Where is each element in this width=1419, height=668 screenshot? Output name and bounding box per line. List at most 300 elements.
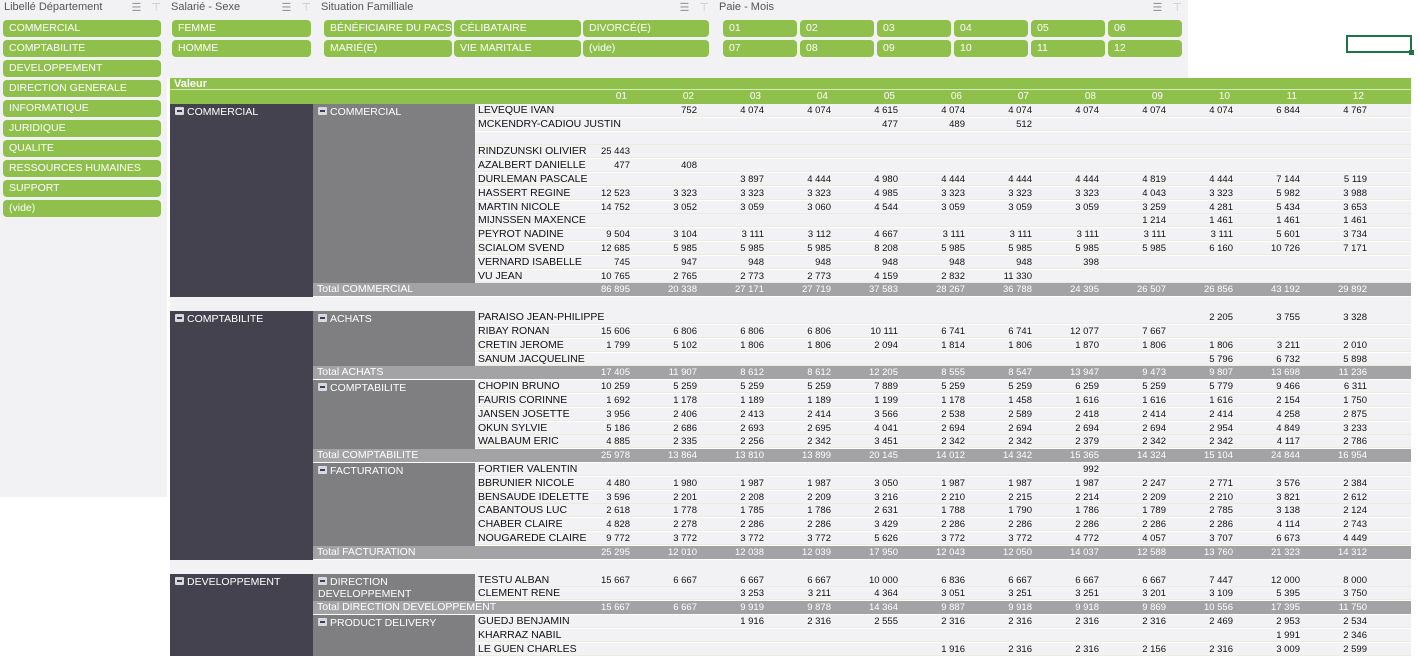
value-cell[interactable]: 2 124 bbox=[1343, 505, 1367, 517]
value-cell[interactable]: 2 094 bbox=[874, 339, 898, 351]
value-cell[interactable]: 4 480 bbox=[606, 477, 630, 489]
slicer-item-month-08[interactable]: 08 bbox=[800, 40, 874, 57]
subtotal-value[interactable]: 26 856 bbox=[1203, 284, 1233, 296]
value-cell[interactable]: 4 828 bbox=[606, 519, 630, 531]
table-row[interactable] bbox=[475, 408, 1411, 421]
slicer-item-comptabilite[interactable]: COMPTABILITE bbox=[3, 40, 161, 57]
subtotal-value[interactable]: 12 050 bbox=[1002, 546, 1032, 558]
value-cell[interactable]: 4 985 bbox=[874, 187, 898, 199]
value-cell[interactable]: 1 178 bbox=[941, 395, 965, 406]
subtotal-value[interactable]: 36 788 bbox=[1002, 284, 1032, 296]
month-column-header[interactable]: 06 bbox=[950, 91, 962, 102]
value-cell[interactable]: 2 256 bbox=[740, 436, 764, 448]
value-cell[interactable]: 3 059 bbox=[941, 201, 965, 213]
value-cell[interactable]: 948 bbox=[949, 256, 965, 268]
value-cell[interactable]: 6 806 bbox=[740, 326, 764, 337]
selected-cell[interactable] bbox=[1346, 35, 1412, 53]
subtotal-value[interactable]: 12 043 bbox=[935, 546, 965, 558]
value-cell[interactable]: 1 785 bbox=[740, 505, 764, 517]
subtotal-value[interactable]: 13 899 bbox=[801, 450, 831, 462]
value-cell[interactable]: 948 bbox=[815, 256, 831, 268]
value-cell[interactable]: 3 323 bbox=[941, 187, 965, 199]
subtotal-value[interactable]: 14 342 bbox=[1002, 450, 1032, 462]
value-cell[interactable]: 1 189 bbox=[740, 395, 764, 406]
value-cell[interactable]: 2 316 bbox=[941, 616, 965, 627]
value-cell[interactable]: 5 626 bbox=[874, 533, 898, 544]
subtotal-value[interactable]: 21 323 bbox=[1270, 546, 1300, 558]
subtotal-value[interactable]: 14 012 bbox=[935, 450, 965, 462]
slicer-item-commercial[interactable]: COMMERCIAL bbox=[3, 20, 161, 37]
value-cell[interactable]: 6 741 bbox=[941, 326, 965, 337]
slicer-item-direction-generale[interactable]: DIRECTION GENERALE bbox=[3, 80, 161, 97]
subtotal-value[interactable]: 9 473 bbox=[1142, 367, 1166, 379]
value-cell[interactable]: 4 819 bbox=[1142, 174, 1166, 185]
value-cell[interactable]: 2 215 bbox=[1008, 491, 1032, 503]
subtotal-value[interactable]: 14 312 bbox=[1337, 546, 1367, 558]
value-cell[interactable]: 2 538 bbox=[941, 408, 965, 420]
value-cell[interactable]: 5 259 bbox=[807, 381, 831, 393]
subtotal-value[interactable]: 12 038 bbox=[734, 546, 764, 558]
value-cell[interactable]: 3 112 bbox=[807, 229, 831, 241]
value-cell[interactable]: 3 596 bbox=[606, 491, 630, 503]
value-cell[interactable]: 10 111 bbox=[870, 326, 898, 337]
subtotal-value[interactable]: 15 365 bbox=[1069, 450, 1099, 462]
value-cell[interactable]: 3 734 bbox=[1343, 229, 1367, 241]
value-cell[interactable]: 2 205 bbox=[1209, 312, 1233, 324]
value-cell[interactable]: 489 bbox=[949, 118, 965, 130]
value-cell[interactable]: 1 987 bbox=[807, 477, 831, 489]
value-cell[interactable]: 3 323 bbox=[807, 187, 831, 199]
value-cell[interactable]: 4 767 bbox=[1343, 105, 1367, 116]
value-cell[interactable]: 2 010 bbox=[1343, 339, 1367, 351]
value-cell[interactable]: 2 278 bbox=[673, 519, 697, 531]
subtotal-value[interactable]: 11 750 bbox=[1338, 602, 1367, 614]
value-cell[interactable]: 2 694 bbox=[941, 422, 965, 434]
value-cell[interactable]: 477 bbox=[882, 118, 898, 130]
subtotal-value[interactable]: 15 104 bbox=[1203, 450, 1233, 462]
value-cell[interactable]: 4 544 bbox=[874, 201, 898, 213]
value-cell[interactable]: 5 898 bbox=[1343, 353, 1367, 365]
subtotal-value[interactable]: 24 395 bbox=[1069, 284, 1099, 296]
subtotal-value[interactable]: 29 892 bbox=[1337, 284, 1367, 296]
value-cell[interactable]: 3 059 bbox=[740, 201, 764, 213]
value-cell[interactable]: 3 429 bbox=[874, 519, 898, 531]
slicer-item-month-07[interactable]: 07 bbox=[723, 40, 797, 57]
value-cell[interactable]: 1 987 bbox=[1008, 477, 1032, 489]
value-cell[interactable]: 2 786 bbox=[1343, 436, 1367, 448]
value-cell[interactable]: 10 000 bbox=[868, 574, 898, 586]
value-cell[interactable]: 3 051 bbox=[941, 588, 965, 600]
value-cell[interactable]: 2 210 bbox=[941, 491, 965, 503]
month-column-header[interactable]: 02 bbox=[682, 91, 694, 102]
value-cell[interactable]: 5 434 bbox=[1276, 201, 1300, 213]
value-cell[interactable]: 3 323 bbox=[673, 187, 697, 199]
value-cell[interactable]: 12 000 bbox=[1270, 574, 1300, 586]
value-cell[interactable]: 4 444 bbox=[1075, 174, 1099, 185]
value-cell[interactable]: 12 077 bbox=[1069, 326, 1099, 337]
value-cell[interactable]: 4 667 bbox=[874, 229, 898, 241]
value-cell[interactable]: 2 342 bbox=[1209, 436, 1233, 448]
value-cell[interactable]: 3 323 bbox=[1008, 187, 1032, 199]
value-cell[interactable]: 1 616 bbox=[1142, 395, 1166, 406]
subtotal-value[interactable]: 17 395 bbox=[1270, 602, 1300, 614]
table-row[interactable] bbox=[475, 518, 1411, 531]
value-cell[interactable]: 6 741 bbox=[1008, 326, 1032, 337]
slicer-item-divorce[interactable]: DIVORCÉ(E) bbox=[583, 20, 709, 37]
value-cell[interactable]: 2 414 bbox=[807, 408, 831, 420]
value-cell[interactable]: 2 210 bbox=[1209, 491, 1233, 503]
value-cell[interactable]: 8 208 bbox=[874, 243, 898, 254]
table-row[interactable] bbox=[475, 463, 1411, 476]
value-cell[interactable]: 5 985 bbox=[1142, 243, 1166, 254]
value-cell[interactable]: 1 916 bbox=[941, 643, 965, 655]
subtotal-value[interactable]: 16 954 bbox=[1337, 450, 1367, 462]
value-cell[interactable]: 1 806 bbox=[1008, 339, 1032, 351]
value-cell[interactable]: 5 796 bbox=[1209, 353, 1233, 365]
value-cell[interactable]: 3 323 bbox=[1075, 187, 1099, 199]
slicer-item-homme[interactable]: HOMME bbox=[172, 40, 311, 57]
value-cell[interactable]: 6 844 bbox=[1276, 105, 1300, 116]
collapse-icon[interactable] bbox=[318, 577, 327, 585]
value-cell[interactable]: 2 209 bbox=[1142, 491, 1166, 503]
value-cell[interactable]: 992 bbox=[1083, 464, 1099, 475]
value-cell[interactable]: 2 589 bbox=[1008, 408, 1032, 420]
value-cell[interactable]: 3 772 bbox=[1008, 533, 1032, 544]
value-cell[interactable]: 3 988 bbox=[1343, 187, 1367, 199]
value-cell[interactable]: 2 953 bbox=[1276, 616, 1300, 627]
value-cell[interactable]: 4 043 bbox=[1142, 187, 1166, 199]
value-cell[interactable]: 6 667 bbox=[673, 574, 697, 586]
value-cell[interactable]: 2 286 bbox=[807, 519, 831, 531]
table-row[interactable] bbox=[475, 228, 1411, 241]
subtotal-value[interactable]: 9 918 bbox=[1075, 602, 1099, 614]
value-cell[interactable]: 7 171 bbox=[1343, 243, 1367, 254]
value-cell[interactable]: 2 765 bbox=[673, 270, 697, 282]
subgroup-label[interactable] bbox=[313, 380, 475, 449]
value-cell[interactable]: 2 247 bbox=[1142, 477, 1166, 489]
value-cell[interactable]: 1 692 bbox=[606, 395, 630, 406]
value-cell[interactable]: 398 bbox=[1083, 256, 1099, 268]
subgroup-label[interactable] bbox=[313, 615, 475, 656]
value-cell[interactable]: 5 395 bbox=[1276, 588, 1300, 600]
collapse-icon[interactable] bbox=[175, 314, 184, 322]
value-cell[interactable]: 5 985 bbox=[1008, 243, 1032, 254]
month-column-header[interactable]: 08 bbox=[1084, 91, 1096, 102]
slicer-item-month-11[interactable]: 11 bbox=[1031, 40, 1105, 57]
value-cell[interactable]: 1 799 bbox=[606, 339, 630, 351]
value-cell[interactable]: 3 216 bbox=[874, 491, 898, 503]
value-cell[interactable]: 2 201 bbox=[673, 491, 697, 503]
table-row[interactable] bbox=[475, 242, 1411, 255]
value-cell[interactable]: 2 694 bbox=[1075, 422, 1099, 434]
month-column-header[interactable]: 11 bbox=[1286, 91, 1297, 102]
value-cell[interactable]: 3 897 bbox=[740, 174, 764, 185]
value-cell[interactable]: 3 138 bbox=[1276, 505, 1300, 517]
value-cell[interactable]: 3 060 bbox=[807, 201, 831, 213]
value-cell[interactable]: 3 576 bbox=[1276, 477, 1300, 489]
table-row[interactable] bbox=[475, 422, 1411, 435]
multi-select-icon[interactable]: ☰ bbox=[1152, 2, 1163, 14]
value-cell[interactable]: 5 259 bbox=[740, 381, 764, 393]
value-cell[interactable]: 5 985 bbox=[673, 243, 697, 254]
value-cell[interactable]: 6 667 bbox=[807, 574, 831, 586]
collapse-icon[interactable] bbox=[318, 107, 327, 115]
value-cell[interactable]: 9 772 bbox=[606, 533, 630, 544]
month-column-header[interactable]: 12 bbox=[1352, 91, 1364, 102]
value-cell[interactable]: 3 259 bbox=[1142, 201, 1166, 213]
subtotal-value[interactable]: 26 507 bbox=[1136, 284, 1166, 296]
department-label[interactable] bbox=[170, 104, 313, 297]
value-cell[interactable]: 512 bbox=[1016, 118, 1032, 130]
value-cell[interactable]: 4 980 bbox=[874, 174, 898, 185]
value-cell[interactable]: 5 259 bbox=[1008, 381, 1032, 393]
table-row[interactable] bbox=[475, 118, 1411, 131]
value-cell[interactable]: 6 667 bbox=[740, 574, 764, 586]
value-cell[interactable]: 4 849 bbox=[1276, 422, 1300, 434]
value-cell[interactable]: 2 286 bbox=[1008, 519, 1032, 531]
slicer-item-juridique[interactable]: JURIDIQUE bbox=[3, 120, 161, 137]
slicer-item-developpement[interactable]: DEVELOPPEMENT bbox=[3, 60, 161, 77]
value-cell[interactable]: 5 259 bbox=[1142, 381, 1166, 393]
subtotal-value[interactable]: 9 878 bbox=[807, 602, 831, 614]
clear-filter-icon[interactable]: ⊤ bbox=[699, 2, 709, 14]
value-cell[interactable]: 8 000 bbox=[1343, 574, 1367, 586]
value-cell[interactable]: 1 806 bbox=[1142, 339, 1166, 351]
subgroup-label[interactable] bbox=[313, 104, 475, 283]
value-cell[interactable]: 5 259 bbox=[673, 381, 697, 393]
value-cell[interactable]: 4 074 bbox=[740, 105, 764, 116]
value-cell[interactable]: 2 342 bbox=[1008, 436, 1032, 448]
clear-filter-icon[interactable]: ⊤ bbox=[301, 2, 311, 14]
subtotal-value[interactable]: 12 588 bbox=[1136, 546, 1166, 558]
value-cell[interactable]: 1 189 bbox=[807, 395, 831, 406]
value-cell[interactable]: 3 253 bbox=[740, 588, 764, 600]
value-cell[interactable]: 1 806 bbox=[807, 339, 831, 351]
value-cell[interactable]: 1 461 bbox=[1276, 215, 1300, 227]
table-row[interactable] bbox=[475, 311, 1411, 324]
month-column-header[interactable]: 04 bbox=[816, 91, 828, 102]
value-cell[interactable]: 408 bbox=[681, 160, 697, 172]
subtotal-value[interactable]: 86 895 bbox=[600, 284, 630, 296]
value-cell[interactable]: 3 653 bbox=[1343, 201, 1367, 213]
month-column-header[interactable]: 07 bbox=[1017, 91, 1029, 102]
value-cell[interactable]: 3 111 bbox=[1009, 229, 1032, 241]
table-row[interactable] bbox=[475, 270, 1411, 283]
value-cell[interactable]: 4 074 bbox=[807, 105, 831, 116]
table-row[interactable] bbox=[475, 353, 1411, 366]
value-cell[interactable]: 1 991 bbox=[1276, 629, 1300, 641]
value-cell[interactable]: 2 286 bbox=[941, 519, 965, 531]
value-cell[interactable]: 3 059 bbox=[1075, 201, 1099, 213]
value-cell[interactable]: 4 885 bbox=[606, 436, 630, 448]
value-cell[interactable]: 5 985 bbox=[807, 243, 831, 254]
value-cell[interactable]: 2 743 bbox=[1343, 519, 1367, 531]
value-cell[interactable]: 2 406 bbox=[673, 408, 697, 420]
value-cell[interactable]: 2 208 bbox=[740, 491, 764, 503]
subtotal-value[interactable]: 20 145 bbox=[868, 450, 898, 462]
value-cell[interactable]: 6 667 bbox=[1142, 574, 1166, 586]
collapse-icon[interactable] bbox=[318, 466, 327, 474]
value-cell[interactable]: 5 259 bbox=[941, 381, 965, 393]
subtotal-value[interactable]: 13 864 bbox=[667, 450, 697, 462]
value-cell[interactable]: 1 786 bbox=[1075, 505, 1099, 517]
value-cell[interactable]: 1 980 bbox=[673, 477, 697, 489]
subtotal-value[interactable]: 10 556 bbox=[1203, 602, 1233, 614]
value-cell[interactable]: 3 251 bbox=[1075, 588, 1099, 600]
table-row[interactable] bbox=[475, 532, 1411, 545]
table-row[interactable] bbox=[475, 629, 1411, 642]
value-cell[interactable]: 2 555 bbox=[874, 616, 898, 627]
subtotal-value[interactable]: 8 612 bbox=[740, 367, 764, 379]
value-cell[interactable]: 3 111 bbox=[1210, 229, 1233, 241]
value-cell[interactable]: 477 bbox=[614, 160, 630, 172]
table-row[interactable] bbox=[475, 574, 1411, 587]
value-cell[interactable]: 4 057 bbox=[1142, 533, 1166, 544]
slicer-item-vide[interactable]: (vide) bbox=[3, 200, 161, 217]
collapse-icon[interactable] bbox=[175, 577, 184, 585]
value-cell[interactable]: 4 444 bbox=[1008, 174, 1032, 185]
value-cell[interactable]: 2 316 bbox=[1008, 643, 1032, 655]
month-column-header[interactable]: 03 bbox=[749, 91, 761, 102]
subtotal-value[interactable]: 11 236 bbox=[1338, 367, 1367, 379]
subtotal-value[interactable]: 27 171 bbox=[734, 284, 764, 296]
value-cell[interactable]: 2 618 bbox=[606, 505, 630, 517]
value-cell[interactable]: 1 178 bbox=[673, 395, 697, 406]
subgroup-label[interactable] bbox=[313, 311, 475, 366]
value-cell[interactable]: 4 074 bbox=[1008, 105, 1032, 116]
slicer-item-month-01[interactable]: 01 bbox=[723, 20, 797, 37]
value-cell[interactable]: 4 772 bbox=[1075, 533, 1099, 544]
slicer-item-month-10[interactable]: 10 bbox=[954, 40, 1028, 57]
value-cell[interactable]: 10 765 bbox=[600, 270, 630, 282]
slicer-item-informatique[interactable]: INFORMATIQUE bbox=[3, 100, 161, 117]
value-cell[interactable]: 948 bbox=[882, 256, 898, 268]
value-cell[interactable]: 2 414 bbox=[1142, 408, 1166, 420]
value-cell[interactable]: 2 214 bbox=[1075, 491, 1099, 503]
subgroup-label[interactable] bbox=[313, 463, 475, 546]
value-cell[interactable]: 2 832 bbox=[941, 270, 965, 282]
value-cell[interactable]: 1 987 bbox=[941, 477, 965, 489]
table-row[interactable] bbox=[475, 339, 1411, 352]
value-cell[interactable]: 1 870 bbox=[1075, 339, 1099, 351]
value-cell[interactable]: 1 458 bbox=[1008, 395, 1032, 406]
value-cell[interactable]: 6 806 bbox=[673, 326, 697, 337]
subtotal-value[interactable]: 43 192 bbox=[1270, 284, 1300, 296]
value-cell[interactable]: 5 102 bbox=[673, 339, 697, 351]
value-cell[interactable]: 2 694 bbox=[1008, 422, 1032, 434]
slicer-item-femme[interactable]: FEMME bbox=[172, 20, 311, 37]
value-cell[interactable]: 15 606 bbox=[600, 326, 630, 337]
table-row[interactable] bbox=[475, 325, 1411, 338]
value-cell[interactable]: 3 328 bbox=[1343, 312, 1367, 324]
value-cell[interactable]: 4 114 bbox=[1276, 519, 1300, 531]
table-row[interactable] bbox=[475, 104, 1411, 117]
value-cell[interactable]: 3 211 bbox=[807, 588, 831, 600]
subtotal-value[interactable]: 28 267 bbox=[935, 284, 965, 296]
value-cell[interactable]: 948 bbox=[748, 256, 764, 268]
value-cell[interactable]: 4 615 bbox=[874, 105, 898, 116]
value-cell[interactable]: 2 154 bbox=[1276, 395, 1300, 406]
subtotal-value[interactable]: 8 555 bbox=[941, 367, 965, 379]
table-row[interactable] bbox=[475, 256, 1411, 269]
subtotal-value[interactable]: 17 950 bbox=[868, 546, 898, 558]
value-cell[interactable]: 1 616 bbox=[1209, 395, 1233, 406]
subtotal-value[interactable]: 20 338 bbox=[667, 284, 697, 296]
clear-filter-icon[interactable]: ⊤ bbox=[1172, 2, 1182, 14]
value-cell[interactable]: 752 bbox=[681, 105, 697, 116]
value-cell[interactable]: 11 330 bbox=[1003, 270, 1032, 282]
value-cell[interactable]: 2 342 bbox=[1142, 436, 1166, 448]
month-column-header[interactable]: 01 bbox=[615, 91, 627, 102]
value-cell[interactable]: 3 956 bbox=[606, 408, 630, 420]
value-cell[interactable]: 4 258 bbox=[1276, 408, 1300, 420]
value-cell[interactable]: 2 785 bbox=[1209, 505, 1233, 517]
value-cell[interactable]: 6 836 bbox=[941, 574, 965, 586]
value-cell[interactable]: 2 209 bbox=[807, 491, 831, 503]
value-cell[interactable]: 2 534 bbox=[1343, 616, 1367, 627]
value-cell[interactable]: 3 251 bbox=[1008, 588, 1032, 600]
slicer-item-marie[interactable]: MARIÉ(E) bbox=[324, 40, 452, 57]
slicer-item-month-05[interactable]: 05 bbox=[1031, 20, 1105, 37]
collapse-icon[interactable] bbox=[318, 383, 327, 391]
value-cell[interactable]: 947 bbox=[681, 256, 697, 268]
value-cell[interactable]: 3 323 bbox=[740, 187, 764, 199]
subtotal-value[interactable]: 37 583 bbox=[868, 284, 898, 296]
value-cell[interactable]: 1 814 bbox=[941, 339, 965, 351]
subtotal-value[interactable]: 13 698 bbox=[1270, 367, 1300, 379]
value-cell[interactable]: 1 786 bbox=[807, 505, 831, 517]
value-cell[interactable]: 12 523 bbox=[600, 187, 630, 199]
subtotal-value[interactable]: 14 364 bbox=[868, 602, 898, 614]
value-cell[interactable]: 5 186 bbox=[606, 422, 630, 434]
value-cell[interactable]: 4 281 bbox=[1209, 201, 1233, 213]
table-row[interactable] bbox=[475, 173, 1411, 186]
table-row[interactable] bbox=[475, 477, 1411, 490]
value-cell[interactable]: 5 985 bbox=[1075, 243, 1099, 254]
slicer-item-celibataire[interactable]: CÉLIBATAIRE bbox=[454, 20, 581, 37]
slicer-item-qualite[interactable]: QUALITE bbox=[3, 140, 161, 157]
value-cell[interactable]: 7 144 bbox=[1276, 174, 1300, 185]
value-cell[interactable]: 1 987 bbox=[1075, 477, 1099, 489]
value-cell[interactable]: 15 667 bbox=[600, 574, 630, 586]
value-cell[interactable]: 4 041 bbox=[874, 422, 898, 434]
subtotal-value[interactable]: 9 919 bbox=[740, 602, 764, 614]
subtotal-value[interactable]: 9 807 bbox=[1209, 367, 1233, 379]
value-cell[interactable]: 5 985 bbox=[740, 243, 764, 254]
multi-select-icon[interactable]: ☰ bbox=[679, 2, 690, 14]
value-cell[interactable]: 3 211 bbox=[1276, 339, 1300, 351]
collapse-icon[interactable] bbox=[318, 618, 327, 626]
month-column-header[interactable]: 10 bbox=[1218, 91, 1230, 102]
subtotal-value[interactable]: 14 324 bbox=[1136, 450, 1166, 462]
value-cell[interactable]: 1 750 bbox=[1343, 395, 1367, 406]
value-cell[interactable]: 5 601 bbox=[1276, 229, 1300, 241]
value-cell[interactable]: 7 447 bbox=[1209, 574, 1233, 586]
month-column-header[interactable]: 05 bbox=[883, 91, 895, 102]
value-cell[interactable]: 12 685 bbox=[600, 243, 630, 254]
value-cell[interactable]: 2 379 bbox=[1075, 436, 1099, 448]
value-cell[interactable]: 1 789 bbox=[1142, 505, 1166, 517]
slicer-item-month-02[interactable]: 02 bbox=[800, 20, 874, 37]
value-cell[interactable]: 9 504 bbox=[606, 229, 630, 241]
subtotal-value[interactable]: 9 918 bbox=[1008, 602, 1032, 614]
table-row[interactable] bbox=[475, 145, 1411, 158]
value-cell[interactable]: 2 156 bbox=[1142, 643, 1166, 655]
slicer-item-month-06[interactable]: 06 bbox=[1108, 20, 1182, 37]
value-cell[interactable]: 2 693 bbox=[740, 422, 764, 434]
value-cell[interactable]: 745 bbox=[614, 256, 630, 268]
value-cell[interactable]: 3 059 bbox=[1008, 201, 1032, 213]
